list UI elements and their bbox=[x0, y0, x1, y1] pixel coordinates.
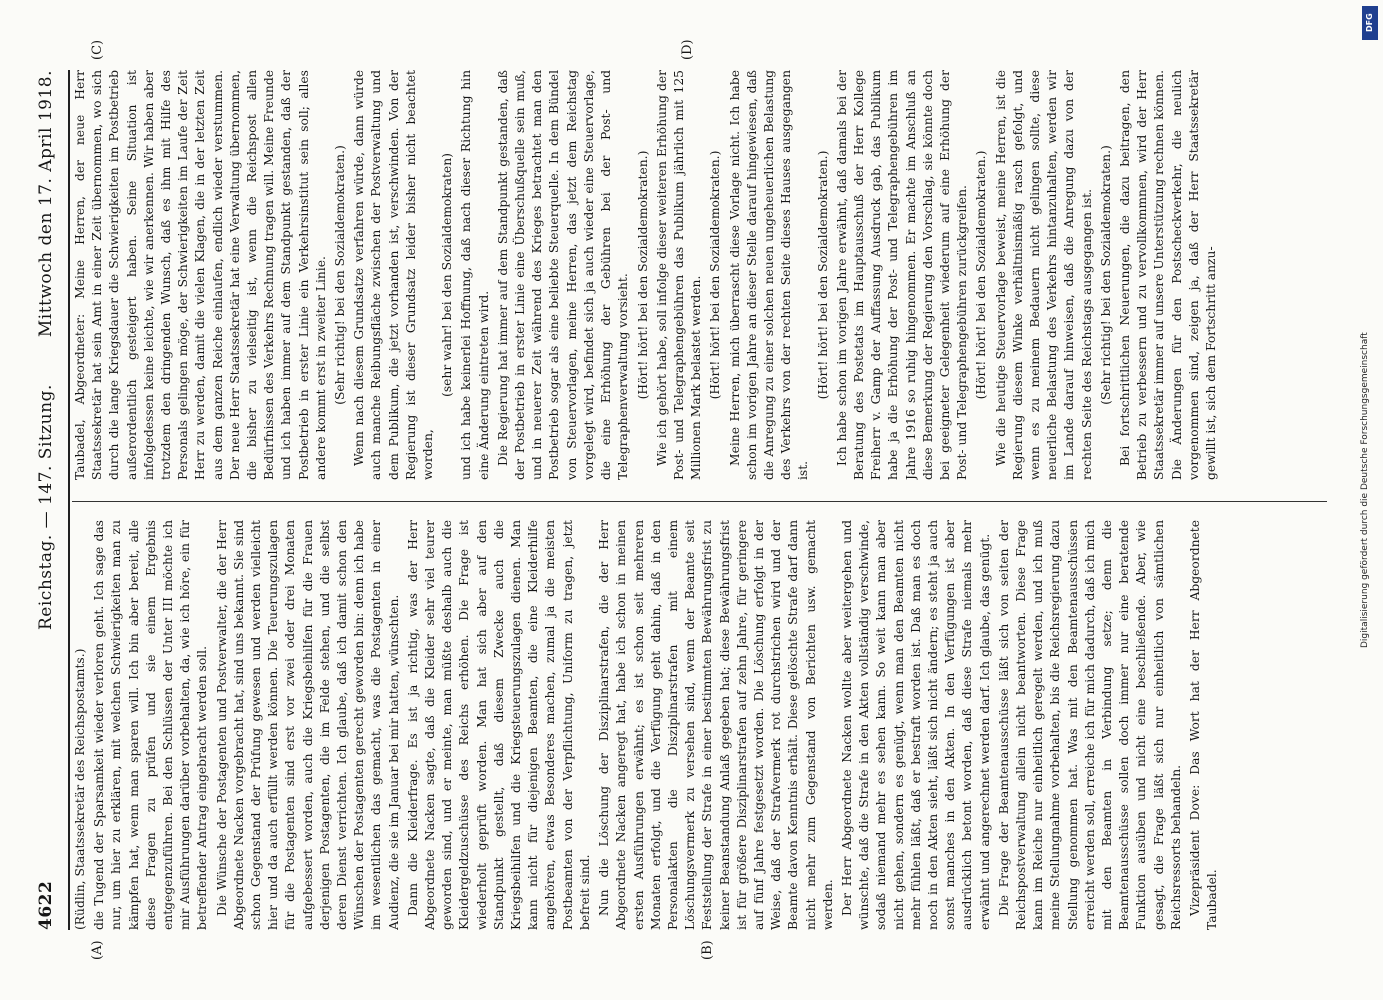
paragraph: Wenn nach diesem Grundsatze verfahren würde, dann würde auch manche Reibungsfläche zwischen der Postverwaltung und dem Publikum, die jetzt vorhanden ist, verschwinden. Von der Regierung ist dieser Grundsatz leider bisher nicht beachtet worden, bbox=[352, 70, 436, 480]
digitization-credit: Digitalisierung gefördert durch die Deutsche Forschungsgemeinschaft bbox=[1360, 332, 1370, 648]
interjection: (Sehr richtig! bei den Sozialdemokraten.) bbox=[1098, 145, 1113, 405]
paragraph: Der Herr Abgeordnete Nacken wollte aber weitergehen und wünschte, daß die Strafe in den Akten vollständig verschwinde, sodaß niemand mehr es sehen kann. So weit kann man aber nicht gehen, sondern es genügt, wenn man den Beamten nicht mehr fühlen läßt, daß er bestraft worden ist. Daß man es doch noch in den Akten sieht, läßt sich nicht ändern; es steht ja auch sonst manches in den Akten. In den Verfügungen ist aber ausdrücklich betont worden, daß diese Strafe niemals mehr erwähnt und angerechnet werden darf. Ich glaube, das genügt. bbox=[839, 520, 992, 930]
margin-letter-c: (C) bbox=[90, 39, 105, 60]
paragraph: Dann die Kleiderfrage. Es ist ja richtig, was der Herr Abgeordnete Nacken sagte, daß die Kleider sehr viel teurer geworden sind, und er meinte, man müßte deshalb auch die Kleidergeldzuschüsse des Reichs erhöhen. Die Frage ist wiederholt geprüft worden. Man hat sich aber auf den Standpunkt gestellt, daß diesem Zwecke auch die Kriegsbeihilfen und die Kriegsteuerungszulagen dienen. Man kann nicht für diejenigen Beamten, die eine Kleiderhilfe angehören, etwas Besonderes machen, zumal ja die meisten Postbeamten von der Verpflichtung, Uniform zu tragen, jetzt befreit sind. bbox=[405, 520, 592, 930]
dfg-logo: DFG bbox=[1362, 6, 1378, 40]
session-date: Mittwoch den 17. April 1918. bbox=[36, 70, 56, 338]
left-column bbox=[72, 520, 1327, 930]
interjection: (sehr wahr! bei den Sozialdemokraten) bbox=[440, 153, 455, 397]
paragraph: Ich habe schon im vorigen Jahre erwähnt, daß damals bei der Beratung des Postetats im Hauptausschuß der Herr Kollege Freiherr v. Gamp der Auffassung Ausdruck gab, das Publikum habe ja die Erhöhung der Post- und Telegraphengebühren im Jahre 1916 so ruhig hingenommen. Er machte im Anschluß an diese Bemerkung der Regierung den Vorschlag, sie könnte doch bei geeigneter Gelegenheit wiederum auf eine Erhöhung der Post- und Telegraphengebühren zurückgreifen. bbox=[834, 70, 970, 480]
paragraph: und ich habe keinerlei Hoffnung, daß nach dieser Richtung hin eine Änderung eintreten wird. bbox=[459, 70, 491, 480]
interjection: (Sehr richtig! bei den Sozialdemokraten.) bbox=[333, 145, 348, 405]
paragraph: Bei fortschrittlichen Neuerungen, die dazu beitragen, den Betrieb zu verbessern und zu vervollkommnen, wird der Herr Staatssekretär immer auf unsere Unterstützung rechnen können. Die Änderungen für den Postscheckverkehr, die neulich vorgenommen sind, zeigen ja, daß der Herr Staatssekretär gewillt ist, sich dem Fortschritt anzu- bbox=[1117, 70, 1218, 480]
interjection: (Hört! hört! bei den Sozialdemokraten.) bbox=[815, 150, 830, 400]
margin-letter-a: (A) bbox=[90, 940, 105, 960]
paragraph: Die Regierung hat immer auf dem Standpunkt gestanden, daß der Postbetrieb in erster Linie eine Überschußquelle sein muß, und in neuerer Zeit während des Krieges betrachtet man den Postbetrieb sogar als eine beliebte Steuerquelle. In dem Bündel von Steuervorlagen, meine Herren, das jetzt dem Reichstag vorgelegt wird, befindet sich ja auch wieder eine Steuervorlage, die eine Erhöhung der Gebühren bei der Post- und Telegraphenverwaltung vorsieht. bbox=[495, 70, 631, 480]
paragraph: Nun die Löschung der Disziplinarstrafen, die der Herr Abgeordnete Nacken angeregt hat, habe ich schon in meinen ersten Ausführungen erwähnt; es ist schon seit mehreren Monaten erfolgt, und die Verfügung geht dahin, daß in den Personalakten die Disziplinarstrafen mit einem Löschungsvermerk zu versehen sind, wenn der Beamte seit Feststellung der Strafe in einer bestimmten Bewährungsfrist zu keiner Beanstandung Anlaß gegeben hat; diese Bewährungsfrist ist für größere Disziplinarstrafen auf zehn Jahre, für geringere auf fünf Jahre festgesetzt worden. Die Löschung erfolgt in der Weise, daß der Strafvermerk rot durchstrichen wird und der Beamte davon Kenntnis erhält. Diese gelöschte Strafe darf dann nicht mehr zum Gegenstand von Berichten usw. gemacht werden. bbox=[597, 520, 835, 930]
paragraph: Die Wünsche der Postagenten und Postverwalter, die der Herr Abgeordnete Nacken vorgebracht hat, sind uns bekannt. Sie sind schon Gegenstand der Prüfung gewesen und werden vielleicht hier und da auch erfüllt werden können. Die Teuerungszulagen für die Postagenten sind erst vor zwei oder drei Monaten aufgebessert worden, auch die Kriegsbeihilfen für die Frauen derjenigen Postagenten, die im Felde stehen, und die selbst deren Dienst verrichten. Ich glaube, daß ich damit schon den Wünschen der Postagenten gerecht geworden bin: denn ich habe im wesentlichen das gemacht, was die Postagenten in einer Audienz, die sie im Januar bei mir hatten, wünschten. bbox=[214, 520, 401, 930]
interjection: (Hört! hört! bei den Sozialdemokraten.) bbox=[974, 150, 989, 400]
margin-letter-b: (B) bbox=[700, 940, 715, 960]
paragraph: die Tugend der Sparsamkeit wieder verloren geht. Ich sage das nur, um hier zu erklären, mit welchen Schwierigkeiten man zu kämpfen hat, wenn man sparen will. Ich bin aber bereit, alle diese Fragen zu prüfen und sie einem Ergebnis entgegenzuführen. Bei den Schlüssen der Unter III möchte ich mir Ausführungen darüber vorbehalten, da, wie ich höre, ein für betreffender Antrag eingebracht werden soll. bbox=[92, 520, 210, 930]
margin-letter-d: (D) bbox=[680, 39, 695, 60]
interjection: (Hört! hört! bei den Sozialdemokraten.) bbox=[708, 150, 723, 400]
page-header bbox=[24, 70, 70, 930]
paragraph: Wie ich gehört habe, soll infolge dieser weiteren Erhöhung der Post- und Telegraphengebühren das Publikum jährlich mit 125 Millionen Mark belastet werden. bbox=[654, 70, 704, 480]
session-title: Reichstag. — 147. Sitzung. bbox=[36, 384, 56, 630]
paragraph: Die Frage der Beamtenausschüsse läßt sich von seiten der Reichspostverwaltung allein nicht beantworten. Diese Frage kann im Reiche nur einheitlich geregelt werden, und ich muß meine Stellungnahme vorbehalten, bis die Reichsregierung dazu Stellung genommen hat. Was mit den Beamtenausschüssen erreicht werden soll, erreiche ich für mich dadurch, daß ich mich mit den Beamten in Verbindung setze; denn die Beamtenausschüsse sollen doch immer nur eine beratende Funktion ausüben und nicht eine beschließende. Aber, wie gesagt, die Frage läßt sich nur einheitlich von sämtlichen Reichsressorts behandeln. bbox=[996, 520, 1183, 930]
column-divider bbox=[72, 501, 1327, 502]
running-head: (Rüdlin, Staatssekretär des Reichspostamts.) bbox=[73, 648, 87, 930]
paragraph: Taubadel, Abgeordneter: Meine Herren, der neue Herr Staatssekretär hat sein Amt in einer Zeit übernommen, wo sich durch die lange Kriegsdauer die Schwierigkeiten im Postbetrieb außerordentlich gesteigert haben. Seine Situation ist infolgedessen keine leichte, wie wir anerkennen. Wir haben aber trotzdem den dringenden Wunsch, daß es ihm mit Hilfe des Personals gelingen möge, der Schwierigkeiten im Laufe der Zeit Herr zu werden, damit die vielen Klagen, die in der letzten Zeit aus dem ganzen Reiche einlaufen, endlich wieder verstummen. Der neue Herr Staatssekretär hat eine Verwaltung übernommen, die bisher zu vielseitig ist, wenn die Reichspost allen Bedürfnissen des Verkehrs Rechnung tragen will. Meine Freunde und ich haben immer auf dem Standpunkt gestanden, daß der Postbetrieb in erster Linie ein Verkehrsinstitut sein soll; alles andere kommt erst in zweiter Linie. bbox=[73, 70, 328, 480]
paragraph: Wie die heutige Steuervorlage beweist, meine Herren, ist die Regierung diesem Winke verhältnismäßig rasch gefolgt, und wenn es zu meinem Bedauern nicht gelingen sollte, diese neuerliche Belastung des Verkehrs hintanzuhalten, werden wir im Lande darauf hinweisen, daß die Anregung dazu von der rechten Seite des Reichstags ausgegangen ist. bbox=[993, 70, 1094, 480]
page-number: 4622 bbox=[36, 880, 56, 930]
paragraph: Vizepräsident Dove: Das Wort hat der Herr Abgeordnete Taubadel. bbox=[1188, 520, 1220, 930]
interjection: (Hört! hört! bei den Sozialdemokraten.) bbox=[635, 150, 650, 400]
paragraph: Meine Herren, mich überrascht diese Vorlage nicht. Ich habe schon im vorigen Jahre an dieser Stelle darauf hingewiesen, daß die Anregung zu einer solchen neuen ungeheuerlichen Belastung des Verkehrs von der rechten Seite dieses Hauses ausgegangen ist. bbox=[727, 70, 811, 480]
right-column bbox=[72, 70, 1327, 480]
